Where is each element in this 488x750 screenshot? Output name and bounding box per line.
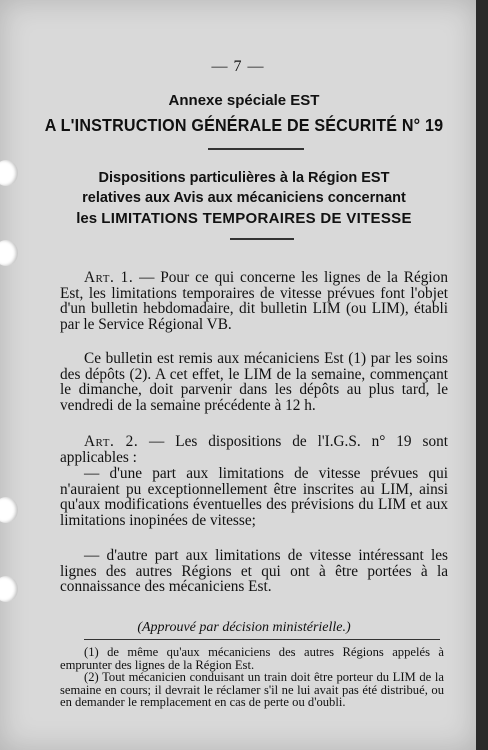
article-1-paragraph-2-text: Ce bulletin est remis aux mécaniciens Est (1) par les soins des dépôts (2). A cet effet, le LIM de la semaine, commençant le dimanche, doit parvenir dans les dépôts au plus tard, le vendredi de la semaine précédente à 12 h. (60, 350, 448, 414)
footnote: (1) de même qu'aux mécaniciens des autres Régions appelés à emprunter des lignes de la Région Est. (60, 645, 444, 672)
divider (208, 148, 304, 150)
footnote-divider (84, 639, 440, 640)
page-number: — 7 — (211, 58, 265, 75)
binder-hole (0, 576, 18, 602)
binder-hole (0, 240, 18, 266)
article-1 (60, 270, 448, 332)
article-2-paragraph-3 (60, 548, 448, 595)
article-2-text: — Les dispositions de l'I.G.S. n° 19 sont applicables : (60, 433, 448, 466)
subtitle-line-1: Dispositions particulières à la Région EST (98, 170, 390, 186)
article-2-paragraph-3-text: — d'autre part aux limitations de vitesse intéressant les lignes des autres Régions et qui ont à être portées à la connaissance des mécaniciens Est. (60, 547, 448, 596)
article-2 (60, 434, 448, 465)
article-1-text: — Pour ce qui concerne les lignes de la Région Est, les limitations temporaires de vitesse prévues font l'objet d'un bulletin hebdomadaire, dit bulletin LIM (ou LIM), établi par le Service Régional VB. (60, 269, 448, 333)
approval-note: (Approuvé par décision ministérielle.) (137, 620, 351, 635)
article-2-paragraph-2 (60, 466, 448, 528)
annex-title: Annexe spéciale EST (168, 92, 320, 109)
article-1-paragraph-2 (60, 351, 448, 413)
footnote: (2) Tout mécanicien conduisant un train doit être porteur du LIM de la semaine en cours; il devrait le réclamer s'il ne lui avait pas été distribué, ou en demander le remplacement en cas de perte ou d'oubli. (60, 670, 444, 709)
subtitle-line-3-caps: LIMITATIONS TEMPORAIRES DE VITESSE (101, 210, 412, 227)
subtitle-line-3-prefix: les (76, 210, 98, 227)
article-2-label: Art. 2. (84, 433, 139, 450)
footnotes (60, 646, 444, 709)
binder-hole (0, 497, 18, 523)
instruction-title: A L'INSTRUCTION GÉNÉRALE DE SÉCURITÉ N° 19 (44, 115, 444, 135)
divider (230, 238, 294, 240)
subtitle-line-2: relatives aux Avis aux mécaniciens concernant (82, 190, 406, 206)
subtitle-line-3 (0, 210, 488, 227)
article-1-label: Art. 1. (84, 269, 134, 286)
article-2-paragraph-2-text: — d'une part aux limitations de vitesse prévues qui n'auraient pu exceptionnellement être inscrites au LIM, ainsi qu'aux modifications éventuelles des prévisions du LIM et aux limitations inopinées de vitesse; (60, 465, 448, 529)
